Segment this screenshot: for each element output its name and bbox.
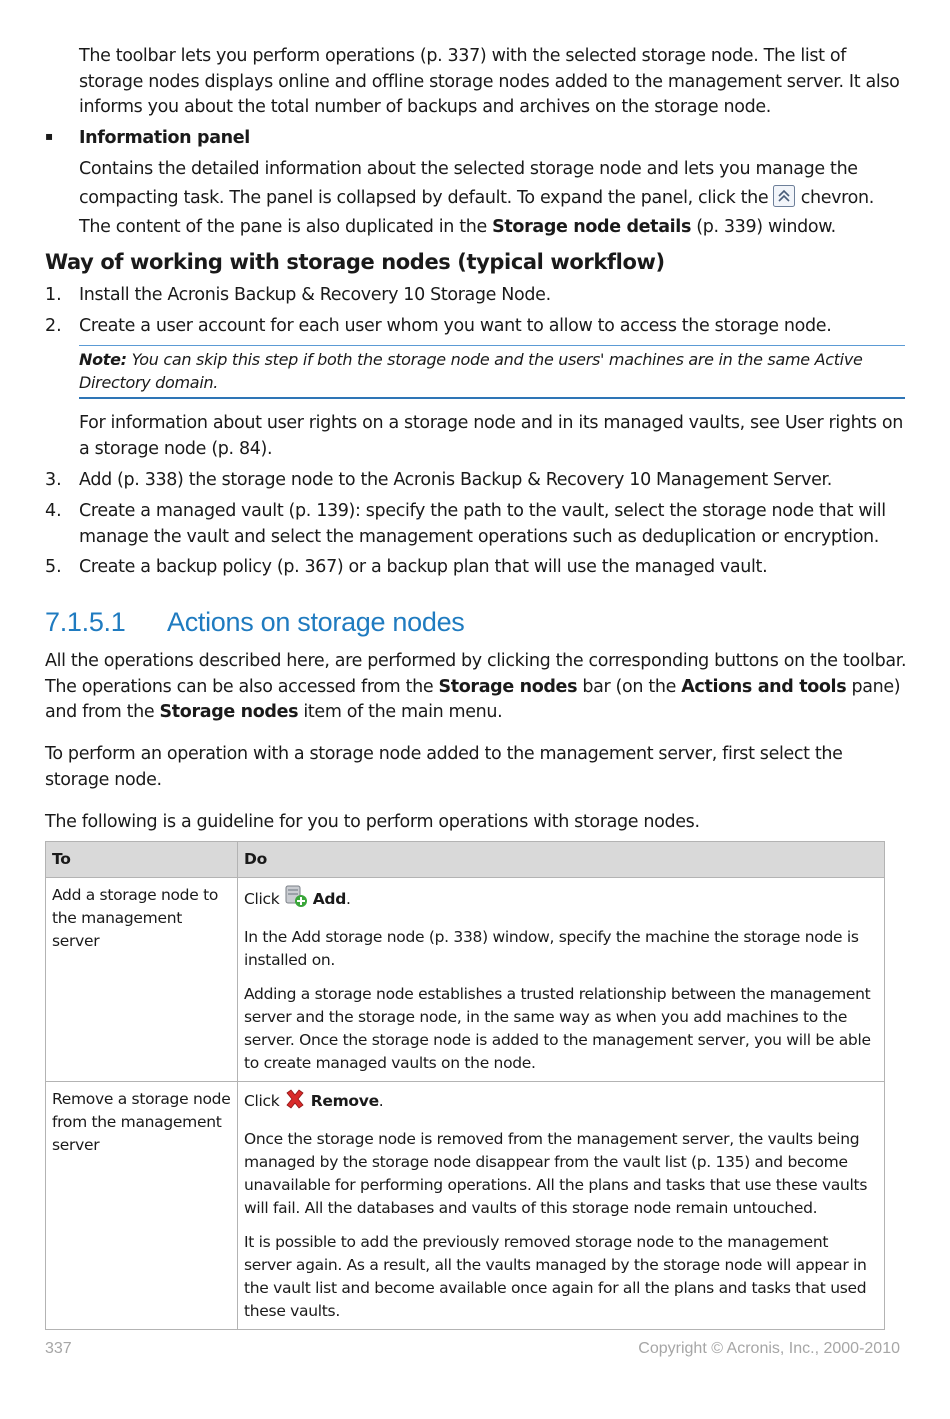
note-box [79,345,905,399]
workflow-heading: Way of working with storage nodes (typical workflow) [45,250,665,274]
section-paragraph-2: To perform an operation with a storage node added to the management server, first select the storage node. [45,744,843,790]
info-panel-description [79,157,909,241]
info-panel-line-2-text: compacting task. The panel is collapsed by default. To expand the panel, click the [79,187,769,208]
cell-do [238,1082,885,1330]
storage-node-details-link: Storage node details [492,217,692,237]
step-text: Create a managed vault (p. 139): specify the path to the vault, select the storage node that will manage the vault and select the management operations such as deduplication or encryption. [79,501,886,547]
remove-x-icon [284,1088,306,1117]
step-text: Install the Acronis Backup & Recovery 10 Storage Node. [79,285,551,305]
p1-text-a: All the operations described here, are performed by clicking the corresponding buttons on the toolbar. The operations can be also accessed from the [45,651,907,697]
page-number: 337 [45,1340,72,1357]
table-header-row [46,842,885,878]
step-text: Create a backup policy (p. 367) or a backup plan that will use the managed vault. [79,557,768,577]
info-panel-line-3-text: The content of the pane is also duplicated in the [79,217,487,237]
section-number: 7.1.5.1 [45,607,126,637]
chevron-up-icon [773,185,795,216]
p1-text-g: item of the main menu. [303,702,503,722]
p1-bold-actions-tools: Actions and tools [681,676,847,697]
p1-bold-storage-nodes: Storage nodes [438,676,578,697]
section-title: Actions on storage nodes [167,607,465,637]
operations-table [45,841,885,1330]
section-paragraph-1 [45,649,909,726]
click-label: Click [244,1092,280,1110]
click-instruction: Click Remove. [244,1088,878,1117]
remove-action-label: Remove [310,1092,379,1110]
info-panel-line-3-after: (p. 339) window. [696,217,836,237]
step-number: 4. [45,501,62,521]
intro-paragraph: The toolbar lets you perform operations (p. 337) with the selected storage node. The list of storage nodes displays online and offline storage nodes added to the management server. It also informs you about the total number of backups and archives on the storage node. [79,46,900,117]
info-panel-line-2-after: chevron. [800,187,874,208]
section-paragraph-3: The following is a guideline for you to perform operations with storage nodes. [45,812,700,832]
info-panel-line-3 [79,215,909,241]
cell-do [238,878,885,1082]
cell-to: Remove a storage node from the management server [46,1082,238,1330]
remove-detail-1: Once the storage node is removed from the management server, the vaults being managed by the storage node disappear from the vault list (p. 135) and become unavailable for performing operations. All the plans and tasks that use these vaults will fail. All the databases and vaults of this storage node remain untouched. [244,1130,868,1217]
step-number: 2. [45,316,62,336]
p1-text-e: pane) and from the [45,676,901,722]
bullet-marker: ▪ [45,129,54,143]
user-rights-paragraph: For information about user rights on a storage node and in its managed vaults, see User rights on a storage node (p. 84). [79,413,903,459]
p1-bold-storage-nodes-menu: Storage nodes [159,702,299,722]
info-panel-line-1: Contains the detailed information about the selected storage node and lets you manage the [79,159,858,179]
note-text: You can skip this step if both the storage node and the users' machines are in the same Active Directory domain. [79,350,863,392]
info-panel-title: Information panel [79,128,250,148]
note-label: Note: [79,350,127,369]
table-row [46,878,885,1082]
column-header-do: Do [238,842,885,878]
add-detail-2: Adding a storage node establishes a trusted relationship between the management server and the storage node, in the same way as when you add machines to the server. Once the storage node is added to the management server, you will be able to create managed vaults on the node. [244,985,871,1072]
remove-detail-2: It is possible to add the previously removed storage node to the management server again. As a result, all the vaults managed by the storage node will appear in the vault list and become available once again for all the plans and tasks that used these vaults. [244,1233,867,1320]
p1-text-c: bar (on the [582,676,677,697]
info-panel-line-2 [79,185,909,216]
add-storage-node-icon [284,884,308,915]
step-text: Add (p. 338) the storage node to the Acronis Backup & Recovery 10 Management Server. [79,470,832,490]
step-text: Create a user account for each user whom you want to allow to access the storage node. [79,316,832,336]
cell-to: Add a storage node to the management server [46,878,238,1082]
step-number: 5. [45,557,62,577]
step-number: 3. [45,470,62,490]
add-detail-1: In the Add storage node (p. 338) window, specify the machine the storage node is installed on. [244,928,859,969]
table-row [46,1082,885,1330]
copyright-notice: Copyright © Acronis, Inc., 2000-2010 [638,1340,900,1357]
click-label: Click [244,890,280,908]
column-header-to: To [46,842,238,878]
step-number: 1. [45,285,62,305]
add-action-label: Add [312,890,347,908]
section-heading [45,607,465,638]
click-instruction: Click Add. [244,884,878,915]
